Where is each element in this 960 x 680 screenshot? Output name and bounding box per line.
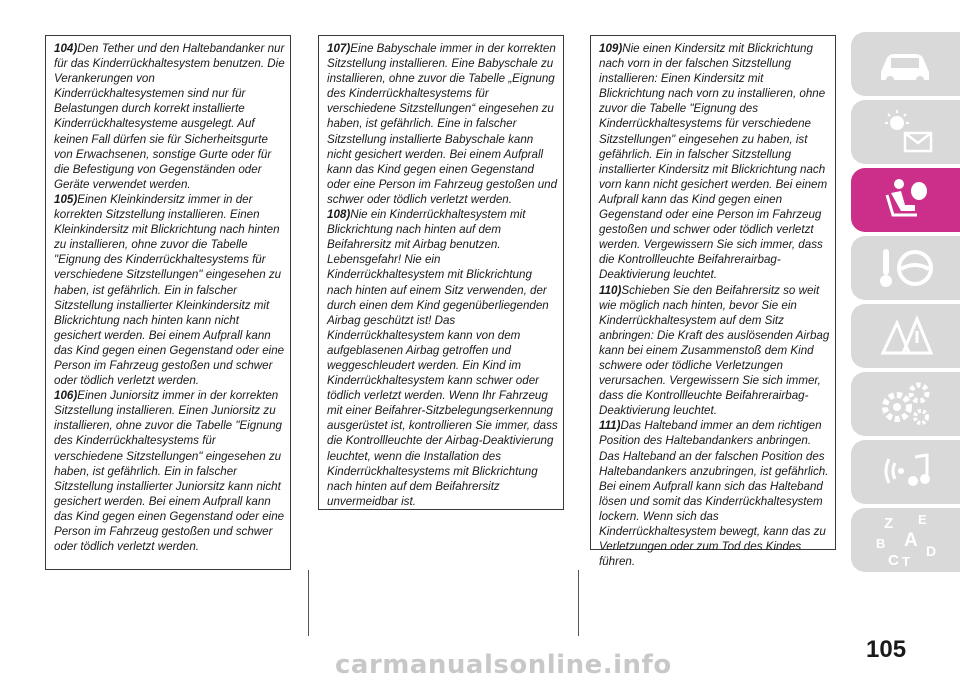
column-divider (578, 570, 579, 636)
warning-entry-110 (599, 283, 830, 419)
airbag-seat-icon (875, 175, 937, 225)
index-letter: T (901, 554, 910, 569)
entry-text: Eine Babyschale immer in der korrekten Sitzstellung installieren. Eine Babyschale zu installieren, ohne zuvor die Tabelle „Eignung des Kinderrückhaltesystems für verschiedene Sitzstellungen“ eingesehen zu haben, ist gefährlich. Eine in falscher Sitzstellung installierte Babyschale kann nicht gesichert werden. Bei einem Aufprall kann das Kind gegen einen Gegenstand oder eine Person im Fahrzeug gestoßen und schwer oder tödlich verletzt werden. (327, 42, 558, 206)
dashboard-lights-icon (875, 107, 937, 157)
entry-number: 111) (599, 419, 621, 433)
entry-text: Den Tether und den Haltebandanker nur für das Kinderrückhaltesystem benutzen. Die Verankerungen von Kinderrückhaltesystemen sind nur für Belastungen durch korrekt installierte Kinderrückhaltesysteme ausgelegt. Auf keinen Fall dürfen sie für Sicherheitsgurte von Erwachsenen, sonstige Gurte oder für die Befestigung von Gegenständen oder Geräte verwendet werden. (54, 42, 285, 191)
chapter-sidebar (851, 32, 960, 576)
warning-entry-105 (54, 192, 285, 388)
entry-text: Nie einen Kindersitz mit Blickrichtung nach vorn in der falschen Sitzstellung installieren: Einen Kindersitz mit Blickrichtung nach vorn zu installieren, ohne zuvor die Tabelle "Eignung des Kinderrückhaltesystems für verschiedene Sitzstellungen" eingesehen zu haben, ist gefährlich. Ein in falscher Sitzstellung installierter Kindersitz mit Blickrichtung nach vorn kann nicht gesichert werden. Bei einem Aufprall kann das Kind gegen einen Gegenstand oder eine Person im Fahrzeug gestoßen und schwer oder tödlich verletzt werden. Vergewissern Sie sich immer, dass die Kontrollleuchte Beifahrerairbag-Deaktivierung leuchtet. (599, 42, 828, 282)
entry-text: Nie ein Kinderrückhaltesystem mit Blickrichtung nach hinten auf dem Beifahrersitz mit Airbag benutzen. Lebensgefahr! Nie ein Kinderrückhaltesystem mit Blickrichtung nach hinten auf einem Sitz verwenden, der durch einen dem Kind gegenüberliegenden Airbag geschützt ist! Das Kinderrückhaltesystem kann von dem aufgeblasenen Airbag getroffen und weggeschleudert werden. Ein Kind im Kinderrückhaltesystem kann schwer oder tödlich verletzt werden. Wenn Ihr Fahrzeug mit einer Beifahrer-Sitzbelegungserkennung ausgerüstet ist, kontrollieren Sie immer, dass die Kontrollleuchte der Airbag-Deaktivierung leuchtet, wenn die Installation des Kinderrückhaltesystems mit Blickrichtung nach hinten auf dem Beifahrersitz unvermeidbar ist. (327, 208, 558, 508)
entry-number: 105) (54, 192, 78, 206)
index-letter: Z (883, 515, 893, 532)
entry-number: 110) (599, 283, 622, 297)
page-number: 105 (866, 636, 907, 663)
entry-number: 107) (327, 42, 351, 55)
index-letter: B (875, 536, 885, 551)
gears-icon (875, 379, 937, 429)
car-info-icon (875, 42, 937, 86)
tab-emergency[interactable] (851, 304, 960, 368)
entry-text: Einen Juniorsitz immer in der korrekten Sitzstellung installieren. Einen Juniorsitz zu installieren, ohne zuvor die Tabelle "Eignung des Kinderrückhaltesystems für verschiedene Sitzstellungen" eingesehen zu haben, ist gefährlich. Ein in falscher Sitzstellung installierter Juniorsitz kann nicht gesichert werden. Bei einem Aufprall kann das Kind gegen einen Gegenstand oder eine Person im Fahrzeug gestoßen und schwer oder tödlich verletzt werden. (54, 389, 285, 554)
index-letter: A (903, 530, 918, 551)
warning-entry-106 (54, 388, 285, 554)
index-letter: E (917, 512, 927, 527)
warning-triangle-icon (875, 311, 937, 361)
entry-number: 104) (54, 42, 78, 55)
warning-entry-108 (327, 207, 558, 509)
tab-multimedia[interactable] (851, 440, 960, 504)
tab-driving[interactable] (851, 236, 960, 300)
warning-column-3 (590, 35, 836, 569)
tab-car-info[interactable] (851, 32, 960, 96)
warning-column-1 (45, 35, 291, 570)
alphabet-index-icon (870, 510, 942, 570)
warning-entry-104 (54, 41, 285, 192)
column-divider (308, 570, 309, 636)
entry-number: 109) (599, 42, 623, 55)
entry-number: 106) (54, 389, 78, 403)
index-letter: C (887, 552, 899, 569)
entry-text: Einen Kleinkindersitz immer in der korrekten Sitzstellung installieren. Einen Kleinkindersitz mit Blickrichtung nach hinten zu installieren, ohne zuvor die Tabelle "Eignung des Kinderrückhaltesystems für verschiedene Sitzstellungen" eingesehen zu haben, ist gefährlich. Ein in falscher Sitzstellung installierter Kleinkindersitz mit Blickrichtung nach hinten kann nicht gesichert werden. Bei einem Aufprall kann das Kind gegen einen Gegenstand oder eine Person im Fahrzeug gestoßen und schwer oder tödlich verletzt werden. (54, 192, 285, 388)
tab-index[interactable] (851, 508, 960, 572)
tab-maintenance[interactable] (851, 372, 960, 436)
multimedia-icon (875, 447, 937, 497)
tab-safety[interactable] (851, 168, 960, 232)
warning-entry-109 (599, 41, 830, 283)
key-steering-wheel-icon (875, 243, 937, 293)
index-letter: D (925, 543, 936, 559)
entry-text: Schieben Sie den Beifahrersitz so weit wie möglich nach hinten, bevor Sie ein Kinderrückhaltesystem auf dem Sitz anbringen: Die Kraft des auslösenden Airbag kann bei einem Zusammenstoß dem Kind schwere oder tödliche Verletzungen verursachen. Vergewissern Sie sich immer, dass die Kontrollleuchte Beifahrerairbag-Deaktivierung leuchtet. (599, 283, 830, 418)
watermark: carmanualsonline.info (335, 650, 672, 680)
warning-entry-107 (327, 41, 558, 207)
warning-entry-111 (599, 418, 830, 569)
tab-dashboard-lights[interactable] (851, 100, 960, 164)
entry-number: 108) (327, 208, 351, 222)
entry-text: Das Halteband immer an dem richtigen Position des Haltebandankers anbringen. Das Halteband an der falschen Position des Haltebandankers anzubringen, ist gefährlich. Bei einem Aufprall kann sich das Halteband lösen und somit das Kinderrückhaltesystem lockern. Wenn sich das Kinderrückhaltesystem bewegt, kann das zu Verletzungen oder zum Tod des Kindes führen. (599, 419, 829, 569)
warning-column-2 (318, 35, 564, 510)
